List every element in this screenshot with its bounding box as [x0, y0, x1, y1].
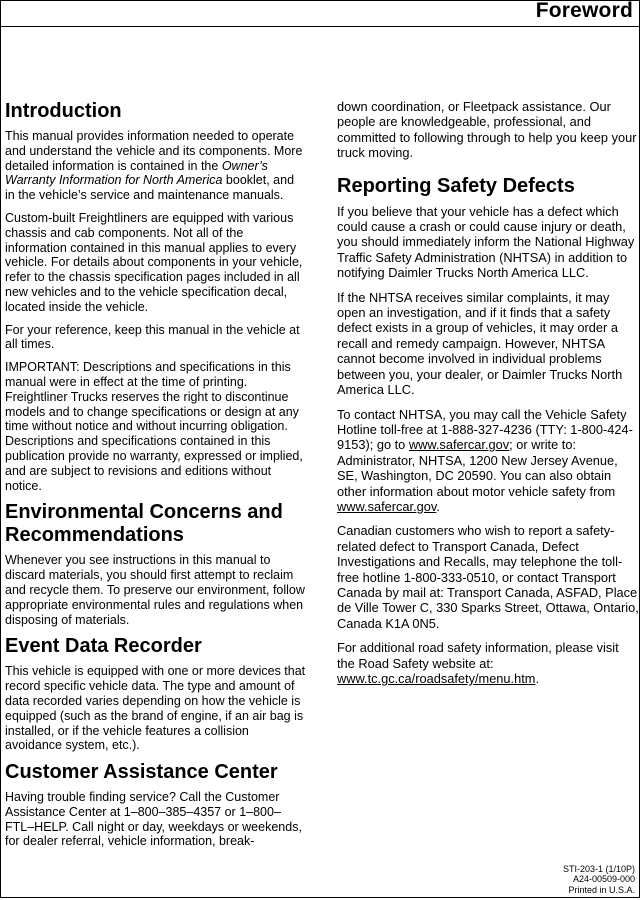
event-data-recorder-paragraph: This vehicle is equipped with one or more devices that record specific vehicle data. The type and amount of data recorded varies depending on how the vehicle is equipped (such as the brand of engine, if an air bag is installed, or if the vehicle features a collision avoidance system, etc.).: [5, 664, 306, 753]
road-safety-text-a: For additional road safety information, please visit the Road Safety website at:: [337, 640, 619, 671]
footer-printed-in: Printed in U.S.A.: [568, 884, 635, 895]
environmental-paragraph: Whenever you see instructions in this manual to discard materials, you should first attempt to reclaim and recycle them. To preserve our environment, follow appropriate environmental rules and regulations when disposing of materials.: [5, 553, 305, 627]
safety-defects-paragraph-4: Canadian customers who wish to report a safety-related defect to Transport Canada, Defect Investigations and Recalls, may telephone the toll-free hotline 1-800-333-0510, or contact Transport Canada by mail at: Transport Canada, ASFAD, Place de Ville Tower C, 330 Sparks Street, Ottawa, Ontario, Canada K1A 0N5.: [337, 523, 639, 631]
nhtsa-contact-text-b: ; or write to: Administrator, NHTSA, 1200 New Jersey Avenue, SE, Washington, DC 20590. You can also obtain other information about motor vehicle safety from: [337, 437, 618, 499]
environmental-heading: Environmental Concerns and Recommendations: [5, 501, 283, 547]
safety-defects-paragraph-2: If the NHTSA receives similar complaints, it may open an investigation, and if it finds that a safety defect exists in a group of vehicles, it may order a recall and remedy campaign. However, NHTSA cannot become involved in individual problems between you, your dealer, or Daimler Trucks North America LLC.: [337, 289, 623, 398]
nhtsa-contact-text-c: .: [436, 498, 440, 514]
introduction-paragraph-1: [5, 129, 307, 203]
customer-assistance-paragraph: Having trouble finding service? Call the Customer Assistance Center at 1–800–385–4357 or 1–800–FTL–HELP. Call night or day, weekdays or weekends, for dealer referral, vehicle information, break-: [5, 790, 302, 849]
event-data-recorder-heading: Event Data Recorder: [5, 635, 202, 658]
footer-part-number: A24-00509-000: [572, 874, 635, 884]
right-column: [337, 99, 639, 695]
road-safety-text-b: .: [535, 671, 539, 686]
customer-assistance-paragraph-continued: down coordination, or Fleetpack assistance. Our people are knowledgeable, professional, and committed to following through to help you keep your truck moving.: [337, 99, 637, 161]
page-title: Foreword: [535, 0, 633, 22]
footer-document-number: STI-203-1 (1/10P): [562, 863, 635, 874]
customer-assistance-heading: Customer Assistance Center: [5, 761, 278, 784]
intro-text-a: This manual provides information needed to operate and understand the vehicle and its components. More detailed information is contained in the: [5, 129, 303, 173]
intro-text-b: booklet, and in the vehicle’s service and maintenance manuals.: [5, 173, 295, 203]
introduction-paragraph-4: IMPORTANT: Descriptions and specifications in this manual were in effect at the time of printing. Freightliner Trucks reserves the right to discontinue models and to change specifications or design at any time without notice and without incurring obligation. Descriptions and specifications contained in this publication provide no warranty, expressed or implied, and are subject to revisions and editions without notice.: [5, 360, 303, 493]
reporting-safety-defects-heading: Reporting Safety Defects: [337, 174, 575, 197]
introduction-heading: Introduction: [5, 100, 122, 122]
nhtsa-contact-text-a: To contact NHTSA, you may call the Vehicle Safety Hotline toll-free at 1-888-327-4236 (TTY: 1-800-424-9153); go to: [337, 406, 633, 453]
safety-defects-paragraph-1: If you believe that your vehicle has a defect which could cause a crash or could cause injury or death, you should immediately inform the National Highway Traffic Safety Administration (NHTSA) in addition to notifying Daimler Trucks North America LLC.: [337, 203, 635, 281]
safety-defects-paragraph-3: [337, 407, 639, 515]
safercar-link-1[interactable]: www.safercar.gov: [408, 437, 510, 453]
introduction-paragraph-3: For your reference, keep this manual in the vehicle at all times.: [5, 322, 300, 352]
road-safety-link[interactable]: www.tc.gc.ca/roadsafety/menu.htm: [337, 671, 536, 686]
safercar-link-2[interactable]: www.safercar.gov: [337, 498, 437, 514]
document-footer: [563, 864, 635, 896]
safety-defects-paragraph-5: [337, 640, 639, 686]
introduction-paragraph-2: Custom-built Freightliners are equipped with various chassis and cab components. Not all of the information contained in this manual applies to every vehicle. For details about components in your vehicle, refer to the chassis specification pages included in all new vehicles and to the vehicle specification decal, located inside the vehicle.: [5, 210, 303, 314]
header-divider: [1, 26, 639, 27]
warranty-booklet-title: Owner’s Warranty Information for North America: [5, 158, 268, 188]
left-column: [5, 97, 307, 857]
